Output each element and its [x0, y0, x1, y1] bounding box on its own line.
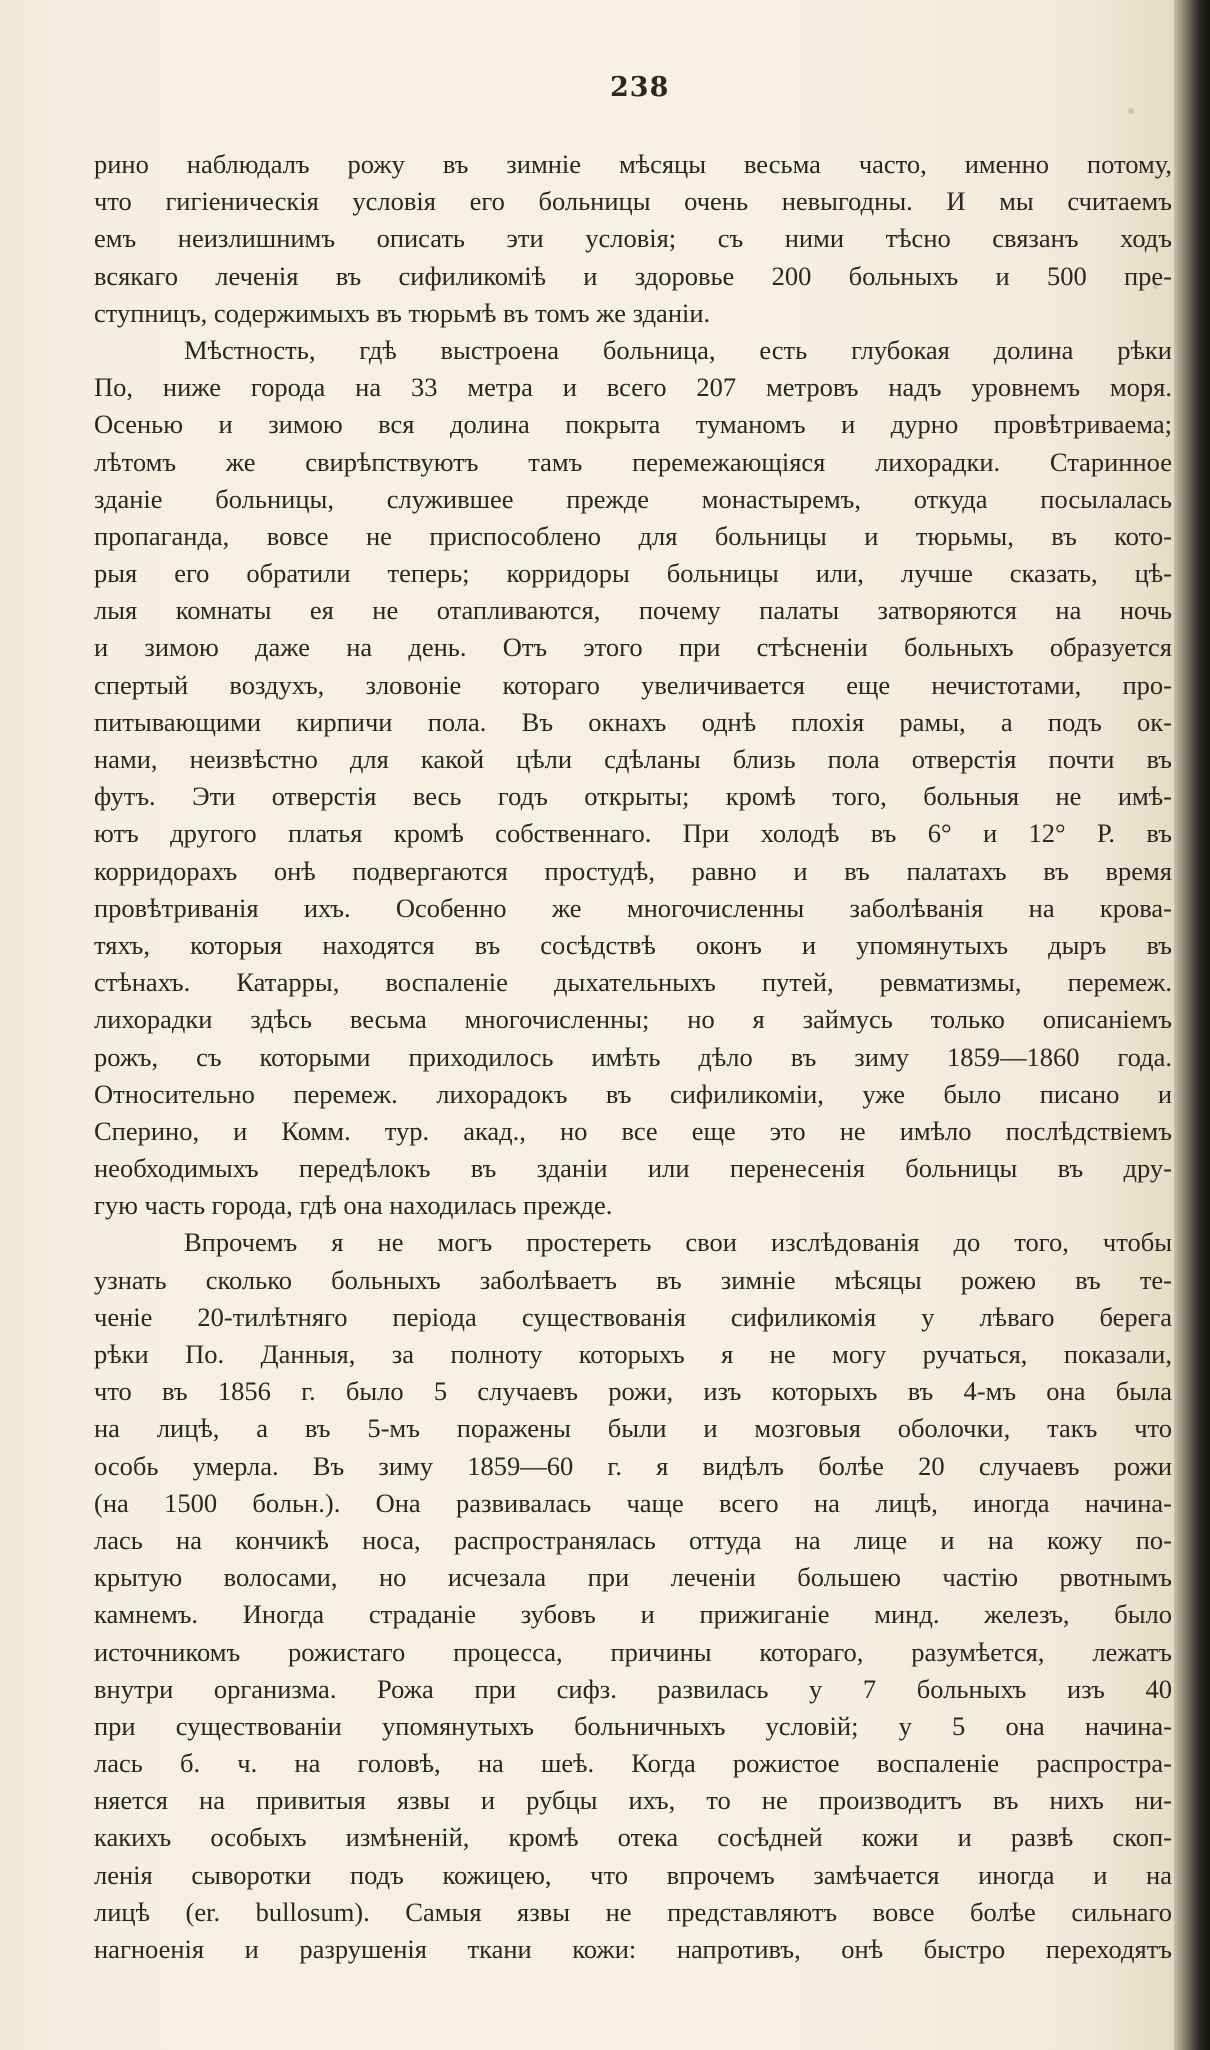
text-line: нами, неизвѣстно для какой цѣли сдѣланы близь пола отверстія почти въ: [94, 744, 1172, 774]
text-line: камнемъ. Иногда страданіе зубовъ и прижиганіе минд. железъ, было: [94, 1599, 1172, 1630]
text-line: няется на привитыя язвы и рубцы ихъ, то не производитъ въ нихъ ни-: [94, 1785, 1172, 1816]
text-line: рожъ, съ которыми приходилось имѣть дѣло въ зиму 1859—1860 года.: [94, 1041, 1172, 1072]
text-line: источникомъ рожистаго процесса, причины котораго, разумѣется, лежатъ: [94, 1636, 1172, 1667]
text-line: что гигіеническія условія его больницы очень невыгодны. И мы считаемъ: [94, 186, 1172, 217]
text-line: Относительно перемеж. лихорадокъ въ сифиликоміи, уже было писано и: [94, 1078, 1172, 1109]
text-line: рѣки По. Данныя, за полноту которыхъ я не могу ручаться, показали,: [94, 1339, 1172, 1369]
text-line: рыя его обратили теперь; корридоры больницы или, лучше сказать, цѣ-: [94, 558, 1172, 589]
body-text: [94, 146, 1172, 1968]
text-line: лась на кончикѣ носа, распространялась оттуда на лице и на кожу по-: [94, 1524, 1172, 1555]
text-line: (на 1500 больн.). Она развивалась чаще всего на лицѣ, иногда начина-: [94, 1487, 1172, 1518]
text-line: корридорахъ онѣ подвергаются простудѣ, равно и въ палатахъ въ время: [94, 855, 1172, 886]
text-line: Осенью и зимою вся долина покрыта туманомъ и дурно провѣтриваема;: [94, 409, 1172, 440]
text-line: провѣтриванія ихъ. Особенно же многочисленны заболѣванія на крова-: [94, 892, 1172, 923]
text-line: крытую волосами, но исчезала при леченіи большею частію рвотнымъ: [94, 1562, 1172, 1593]
text-line: какихъ особыхъ измѣненій, кромѣ отека сосѣдней кожи и развѣ скоп-: [94, 1822, 1172, 1853]
text-line: необходимыхъ передѣлокъ въ зданіи или перенесенія больницы въ дру-: [94, 1153, 1172, 1184]
text-line: узнать сколько больныхъ заболѣваетъ въ зимніе мѣсяцы рожею въ те-: [94, 1264, 1172, 1295]
text-line: Сперино, и Комм. тур. акад., но все еще это не имѣло послѣдствіемъ: [94, 1115, 1172, 1146]
paper-spot: [1153, 285, 1157, 289]
text-line: ченіе 20-тилѣтняго періода существованія сифиликомія у лѣваго берега: [94, 1301, 1172, 1332]
text-line: внутри организма. Рожа при сифз. развилась у 7 больныхъ изъ 40: [94, 1673, 1172, 1704]
text-line: По, ниже города на 33 метра и всего 207 метровъ надъ уровнемъ моря.: [94, 372, 1172, 403]
paragraph-start-line: Впрочемъ я не могъ простереть свои изслѣдованія до того, чтобы: [184, 1227, 1172, 1258]
text-line: лась б. ч. на головѣ, на шеѣ. Когда рожистое воспаленіе распростра-: [94, 1748, 1172, 1779]
text-line: что въ 1856 г. было 5 случаевъ рожи, изъ которыхъ въ 4-мъ она была: [94, 1376, 1172, 1407]
text-line: особь умерла. Въ зиму 1859—60 г. я видѣлъ болѣе 20 случаевъ рожи: [94, 1450, 1172, 1481]
text-line: всякаго леченія въ сифиликоміѣ и здоровье 200 больныхъ и 500 пре-: [94, 260, 1172, 291]
text-line: на лицѣ, а въ 5-мъ поражены были и мозговыя оболочки, такъ что: [94, 1413, 1172, 1444]
text-line: ступницъ, содержимыхъ въ тюрьмѣ въ томъ же зданіи.: [94, 297, 711, 328]
page-number: 238: [610, 72, 670, 103]
text-line: ленія сыворотки подъ кожицею, что впрочемъ замѣчается иногда и на: [94, 1859, 1172, 1890]
text-line: при существованіи упомянутыхъ больничныхъ условій; у 5 она начина-: [94, 1710, 1172, 1741]
text-line: футъ. Эти отверстія весь годъ открыты; кромѣ того, больныя не имѣ-: [94, 781, 1172, 812]
text-line: и зимою даже на день. Отъ этого при стѣсненіи больныхъ образуется: [94, 632, 1172, 663]
text-line: питывающими кирпичи пола. Въ окнахъ однѣ плохія рамы, а подъ ок-: [94, 706, 1172, 737]
text-line: пропаганда, вовсе не приспособлено для больницы и тюрьмы, въ кото-: [94, 520, 1172, 551]
text-line: тяхъ, которыя находятся въ сосѣдствѣ оконъ и упомянутыхъ дыръ въ: [94, 929, 1172, 960]
text-line: рино наблюдалъ рожу въ зимніе мѣсяцы весьма часто, именно потому,: [94, 149, 1172, 179]
book-spine-shadow: [1174, 0, 1210, 2050]
paragraph-start-line: Мѣстность, гдѣ выстроена больница, есть глубокая долина рѣки: [184, 334, 1172, 365]
text-line: лыя комнаты ея не отапливаются, почему палаты затворяются на ночь: [94, 595, 1172, 626]
text-line: емъ неизлишнимъ описать эти условія; съ ними тѣсно связанъ ходъ: [94, 223, 1172, 254]
paper-spot: [1128, 108, 1134, 114]
text-line: ютъ другого платья кромѣ собственнаго. При холодѣ въ 6° и 12° Р. въ: [94, 818, 1172, 849]
text-line: гую часть города, гдѣ она находилась прежде.: [94, 1190, 613, 1221]
text-line: зданіе больницы, служившее прежде монастыремъ, откуда посылалась: [94, 483, 1172, 514]
text-line: спертый воздухъ, зловоніе котораго увеличивается еще нечистотами, про-: [94, 669, 1172, 700]
text-line: нагноенія и разрушенія ткани кожи: напротивъ, онѣ быстро переходятъ: [94, 1934, 1172, 1964]
text-line: стѣнахъ. Катарры, воспаленіе дыхательныхъ путей, ревматизмы, перемеж.: [94, 967, 1172, 998]
text-line: лихорадки здѣсь весьма многочисленны; но я займусь только описаніемъ: [94, 1004, 1172, 1035]
text-line: лицѣ (er. bullosum). Самыя язвы не представляютъ вовсе болѣе сильнаго: [94, 1896, 1172, 1927]
text-line: лѣтомъ же свирѣпствуютъ тамъ перемежающіяся лихорадки. Старинное: [94, 446, 1172, 477]
